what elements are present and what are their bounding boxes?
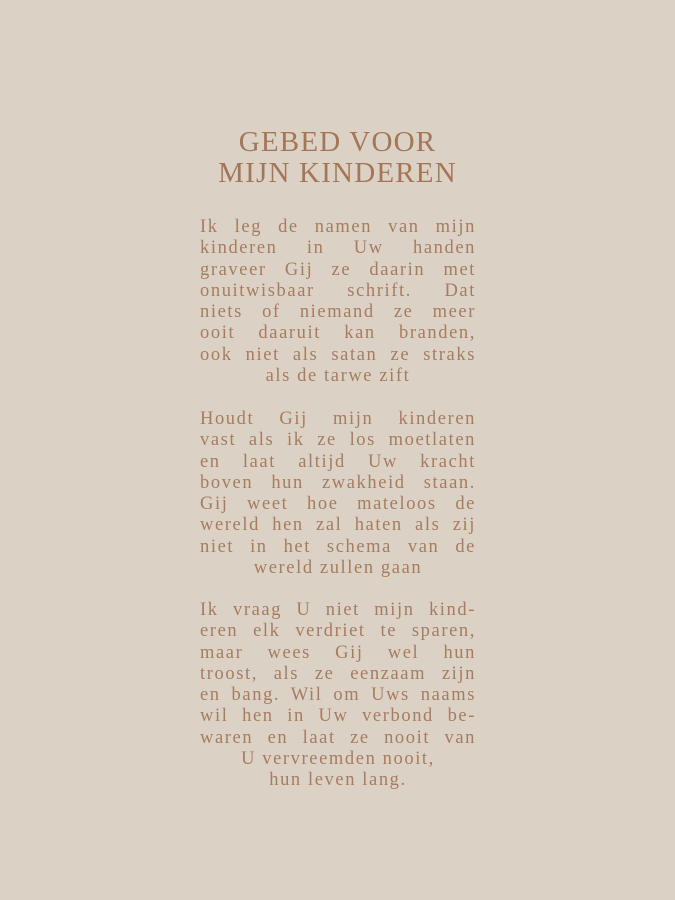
stanza-line: als de tarwe zift [265,366,411,387]
stanza-line: kinderen in Uw handen [200,238,476,259]
poem-title [0,127,675,189]
stanza-3 [200,600,476,792]
stanza-line: hun leven lang. [269,770,407,791]
stanza-2 [200,409,476,579]
stanza-line: Ik leg de namen van mijn [200,217,476,237]
stanza-line: waren en laat ze nooit van [200,727,476,748]
stanza-line: wereld hen zal haten als zij [200,515,476,536]
stanza-1 [200,217,476,387]
stanza-line: troost, als ze eenzaam zijn [200,663,476,684]
stanza-line: graveer Gij ze daarin met [200,259,476,280]
stanza-line: wereld zullen gaan [253,558,423,579]
stanza-line: wil hen in Uw verbond be- [200,706,476,727]
stanza-line: boven hun zwakheid staan. [200,472,476,493]
title-line-1: GEBED VOOR [238,126,437,158]
stanza-line: ook niet als satan ze straks [200,344,476,365]
stanza-line: niet in het schema van de [200,536,476,557]
stanza-line: Houdt Gij mijn kinderen [200,409,476,429]
stanza-line: vast als ik ze los moetlaten [200,430,476,451]
stanza-line: ooit daaruit kan branden, [200,323,476,344]
stanza-line: maar wees Gij wel hun [200,642,476,663]
stanza-line: Gij weet hoe mateloos de [200,494,476,515]
stanza-line: eren elk verdriet te sparen, [200,621,476,642]
stanza-line: onuitwisbaar schrift. Dat [200,280,476,301]
stanza-line: U vervreemden nooit, [241,749,435,770]
stanza-line: Ik vraag U niet mijn kind- [200,600,476,620]
stanza-line: niets of niemand ze meer [200,302,476,323]
title-line-2: MIJN KINDEREN [218,157,457,189]
stanza-line: en bang. Wil om Uws naams [200,685,476,706]
stanza-line: en laat altijd Uw kracht [200,451,476,472]
